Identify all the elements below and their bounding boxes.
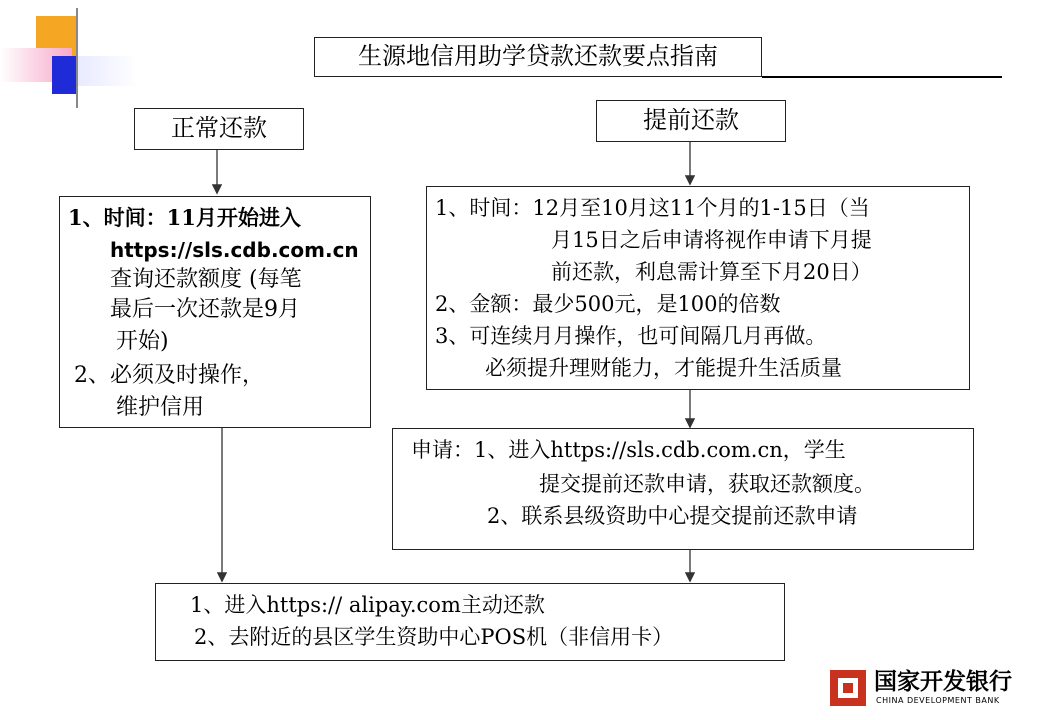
early-line-3: 前还款，利息需计算至下月20日） bbox=[551, 260, 872, 284]
normal-line-7: 维护信用 bbox=[116, 395, 205, 420]
normal-line-4: 最后一次还款是9月 bbox=[110, 297, 300, 322]
early-line-6: 必须提升理财能力，才能提升生活质量 bbox=[485, 356, 842, 380]
payment-methods-box bbox=[155, 583, 785, 661]
apply-line-3: 2、联系县级资助中心提交提前还款申请 bbox=[487, 504, 858, 528]
early-details-box bbox=[426, 186, 970, 390]
early-line-1: 1、时间：12月至10月这11个月的1-15日（当 bbox=[435, 196, 870, 220]
early-line-5: 3、可连续月月操作，也可间隔几月再做。 bbox=[435, 324, 827, 348]
apply-line-1: 申请：1、进入https://sls.cdb.com.cn，学生 bbox=[411, 438, 846, 462]
normal-repayment-header bbox=[134, 108, 304, 150]
early-repayment-label: 提前还款 bbox=[643, 106, 739, 134]
apply-box bbox=[392, 428, 974, 550]
normal-line-6: 2、必须及时操作， bbox=[74, 363, 264, 388]
normal-details-box bbox=[59, 196, 371, 428]
early-repayment-header bbox=[596, 100, 786, 142]
page-title: 生源地信用助学贷款还款要点指南 bbox=[358, 42, 718, 70]
bank-logo-mark bbox=[830, 670, 866, 706]
payment-line-1: 1、进入https:// alipay.com主动还款 bbox=[190, 593, 545, 617]
payment-line-2: 2、去附近的县区学生资助中心POS机（非信用卡） bbox=[194, 625, 674, 649]
early-line-4: 2、金额：最少500元，是100的倍数 bbox=[435, 292, 781, 316]
bank-logo-name: 国家开发银行 bbox=[874, 668, 1012, 695]
normal-line-1: 1、时间：11月开始进入 bbox=[68, 205, 301, 230]
apply-line-2: 提交提前还款申请，获取还款额度。 bbox=[539, 472, 875, 496]
bank-logo-english: CHINA DEVELOPMENT BANK bbox=[876, 696, 1000, 705]
normal-line-2: https://sls.cdb.com.cn bbox=[110, 238, 359, 262]
early-line-2: 月15日之后申请将视作申请下月提 bbox=[551, 228, 872, 252]
normal-repayment-label: 正常还款 bbox=[171, 114, 267, 142]
bank-logo bbox=[830, 670, 1030, 712]
normal-line-5: 开始) bbox=[116, 329, 169, 354]
normal-line-3: 查询还款额度 (每笔 bbox=[110, 267, 302, 292]
